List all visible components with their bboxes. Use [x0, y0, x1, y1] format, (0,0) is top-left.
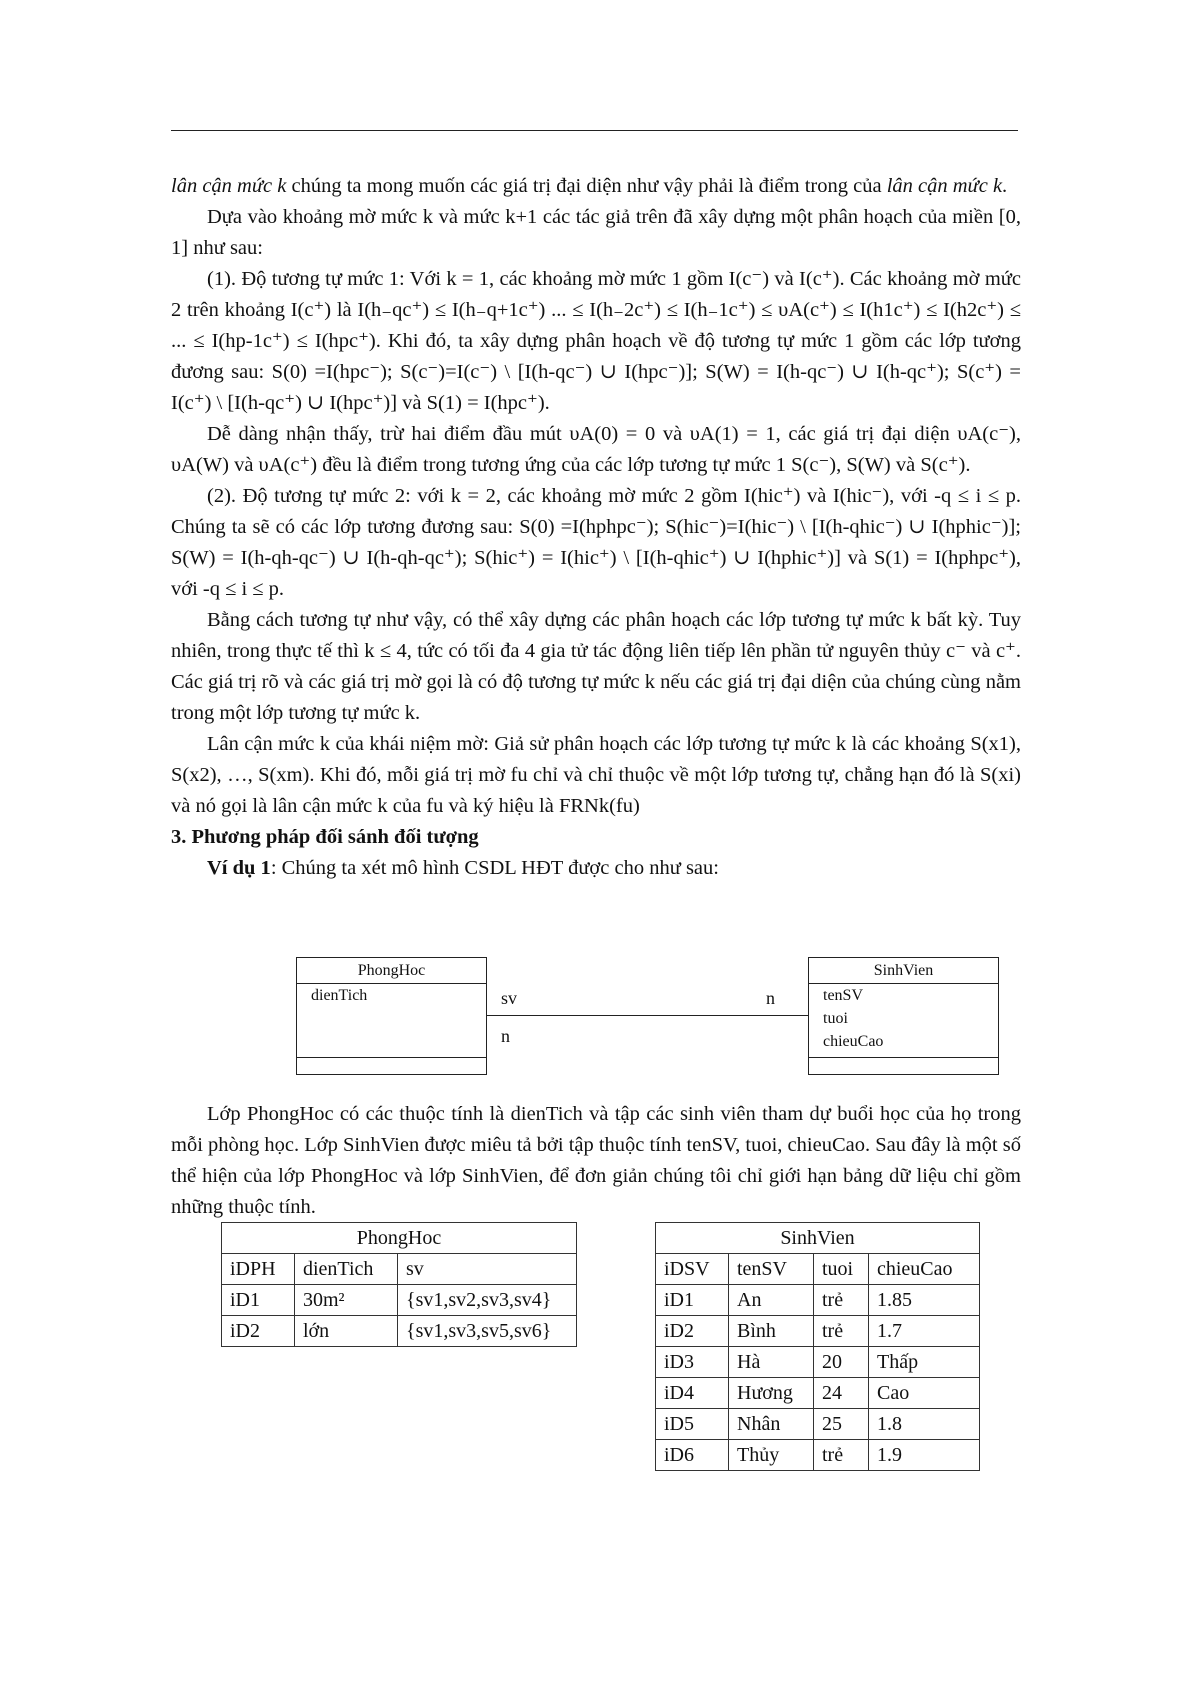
table-row	[222, 1285, 577, 1316]
uml-attribute: tuoi	[823, 1010, 848, 1027]
table-cell: lớn	[295, 1316, 398, 1347]
header-rule	[171, 130, 1018, 131]
table-row	[656, 1440, 980, 1471]
paragraph-3: (1). Độ tương tự mức 1: Với k = 1, các khoảng mờ mức 1 gồm I(c⁻) và I(c⁺). Các khoảng mờ mức 2 trên khoảng I(c⁺) là I(h₋qc⁺) ≤ I(h₋q+1c⁺) ... ≤ I(h₋2c⁺) ≤ I(h₋1c⁺) ≤ υA(c⁺) ≤ I(h1c⁺) ≤ I(h2c⁺) ≤ ... ≤ I(hp-1c⁺) ≤ I(hpc⁺). Khi đó, ta xây dựng phân hoạch về độ tương tự mức 1 gồm các lớp tương đương sau: S(0) =I(hpc⁻); S(c⁻)=I(c⁻) \ [I(h-qc⁻) ∪ I(hpc⁻)]; S(W) = I(h-qc⁻) ∪ I(h-qc⁺); S(c⁺) = I(c⁺) \ [I(h-qc⁺) ∪ I(hpc⁺)] và S(1) = I(hpc⁺).	[171, 268, 1021, 414]
table-cell: 24	[814, 1378, 869, 1409]
table-cell: iD3	[656, 1347, 729, 1378]
uml-attribute: dienTich	[311, 987, 368, 1004]
table-cell: 1.85	[869, 1285, 980, 1316]
table-phonghoc	[221, 1222, 577, 1347]
paragraph-4: Dễ dàng nhận thấy, trừ hai điểm đầu mút υA(0) = 0 và υA(1) = 1, các giá trị đại diện υA(c⁻), υA(W) và υA(c⁺) đều là điểm trong tương ứng của các lớp tương tự mức 1 S(c⁻), S(W) và S(c⁺).	[171, 423, 1021, 476]
table-cell: 1.9	[869, 1440, 980, 1471]
table-cell: 1.7	[869, 1316, 980, 1347]
example-line	[171, 853, 1021, 884]
table-header: iDPH	[222, 1254, 295, 1285]
uml-divider	[297, 1057, 486, 1058]
table-cell: 1.8	[869, 1409, 980, 1440]
paragraph-2: Dựa vào khoảng mờ mức k và mức k+1 các tác giả trên đã xây dựng một phân hoạch của miền [0, 1] như sau:	[171, 206, 1021, 259]
table-caption-row	[656, 1223, 980, 1254]
table-cell: iD6	[656, 1440, 729, 1471]
uml-attribute: tenSV	[823, 987, 863, 1004]
section-heading: 3. Phương pháp đối sánh đối tượng	[171, 826, 479, 848]
table-cell: {sv1,sv3,sv5,sv6}	[398, 1316, 577, 1347]
paragraph-1-end: .	[1002, 175, 1008, 197]
table-cell: trẻ	[814, 1285, 869, 1316]
table-cell: 20	[814, 1347, 869, 1378]
table-row	[656, 1378, 980, 1409]
table-cell: Thủy	[729, 1440, 814, 1471]
uml-role-label: sv	[501, 988, 518, 1008]
table-cell: trẻ	[814, 1440, 869, 1471]
table-cell: iD2	[222, 1316, 295, 1347]
uml-association-line	[487, 1015, 808, 1016]
uml-multiplicity-label: n	[766, 988, 775, 1008]
table-cell: iD1	[222, 1285, 295, 1316]
table-cell: trẻ	[814, 1316, 869, 1347]
term-italic: lân cận mức k	[171, 175, 287, 197]
paragraph-1	[171, 171, 1021, 202]
table-caption: SinhVien	[656, 1223, 980, 1254]
paragraph-6: Bằng cách tương tự như vậy, có thể xây dựng các phân hoạch các lớp tương tự mức k bất kỳ. Tuy nhiên, trong thực tế thì k ≤ 4, tức có tối đa 4 gia tử tác động liên tiếp lên phần tử nguyên thủy c⁻ và c⁺. Các giá trị rõ và các giá trị mờ gọi là có độ tương tự mức k nếu các giá trị đại diện của chúng cùng nằm trong một lớp tương tự mức k.	[171, 609, 1021, 724]
table-row	[656, 1316, 980, 1347]
table-cell: iD5	[656, 1409, 729, 1440]
table-header-row	[656, 1254, 980, 1285]
table-row	[222, 1316, 577, 1347]
uml-class-phonghoc	[296, 957, 487, 1075]
table-cell: Hà	[729, 1347, 814, 1378]
table-header: tenSV	[729, 1254, 814, 1285]
term-italic: lân cận mức k	[886, 175, 1003, 197]
uml-attribute: chieuCao	[823, 1033, 884, 1050]
table-cell: Cao	[869, 1378, 980, 1409]
table-header: chieuCao	[869, 1254, 980, 1285]
body-text	[171, 171, 1021, 884]
table-cell: iD2	[656, 1316, 729, 1347]
table-row	[656, 1285, 980, 1316]
table-sinhvien	[655, 1222, 980, 1471]
table-caption-row	[222, 1223, 577, 1254]
table-cell: Nhân	[729, 1409, 814, 1440]
example-text: : Chúng ta xét mô hình CSDL HĐT được cho như sau:	[270, 857, 719, 879]
table-cell: {sv1,sv2,sv3,sv4}	[398, 1285, 577, 1316]
table-cell: iD1	[656, 1285, 729, 1316]
uml-multiplicity-label: n	[501, 1026, 510, 1046]
example-label: Ví dụ 1	[207, 857, 271, 879]
table-cell: An	[729, 1285, 814, 1316]
paragraph-1-text: chúng ta mong muốn các giá trị đại diện như vậy phải là điểm trong của	[286, 175, 887, 197]
uml-class-name: PhongHoc	[297, 958, 486, 984]
table-caption: PhongHoc	[222, 1223, 577, 1254]
table-cell: Thấp	[869, 1347, 980, 1378]
table-cell: Hương	[729, 1378, 814, 1409]
table-header-row	[222, 1254, 577, 1285]
paragraph-8: Lớp PhongHoc có các thuộc tính là dienTich và tập các sinh viên tham dự buổi học của họ trong mỗi phòng học. Lớp SinhVien được miêu tả bởi tập thuộc tính tenSV, tuoi, chieuCao. Sau đây là một số thể hiện của lớp PhongHoc và lớp SinhVien, để đơn giản chúng tôi chỉ giới hạn bảng dữ liệu chỉ gồm những thuộc tính.	[171, 1103, 1021, 1218]
uml-class-name: SinhVien	[809, 958, 998, 984]
paragraph-7: Lân cận mức k của khái niệm mờ: Giả sử phân hoạch các lớp tương tự mức k là các khoảng S(x1), S(x2), …, S(xm). Khi đó, mỗi giá trị mờ fu chỉ và chỉ thuộc về một lớp tương tự, chẳng hạn đó là S(xi) và nó gọi là lân cận mức k của fu và ký hiệu là FRNk(fu)	[171, 733, 1021, 817]
table-header: iDSV	[656, 1254, 729, 1285]
table-header: tuoi	[814, 1254, 869, 1285]
table-cell: iD4	[656, 1378, 729, 1409]
paragraph-5: (2). Độ tương tự mức 2: với k = 2, các khoảng mờ mức 2 gồm I(hic⁺) và I(hic⁻), với -q ≤ i ≤ p. Chúng ta sẽ có các lớp tương đương sau: S(0) =I(hphpc⁻); S(hic⁻)=I(hic⁻) \ [I(h-qhic⁻) ∪ I(hphic⁻)]; S(W) = I(h-qh-qc⁻) ∪ I(h-qh-qc⁺); S(hic⁺) = I(hic⁺) \ [I(h-qhic⁺) ∪ I(hphic⁺)] và S(1) = I(hphpc⁺), với -q ≤ i ≤ p.	[171, 485, 1021, 600]
uml-class-sinhvien	[808, 957, 999, 1075]
table-cell: 25	[814, 1409, 869, 1440]
table-row	[656, 1409, 980, 1440]
table-row	[656, 1347, 980, 1378]
body-text-2	[171, 1099, 1021, 1223]
table-cell: Bình	[729, 1316, 814, 1347]
table-cell: 30m²	[295, 1285, 398, 1316]
table-header: sv	[398, 1254, 577, 1285]
table-header: dienTich	[295, 1254, 398, 1285]
uml-divider	[809, 1057, 998, 1058]
